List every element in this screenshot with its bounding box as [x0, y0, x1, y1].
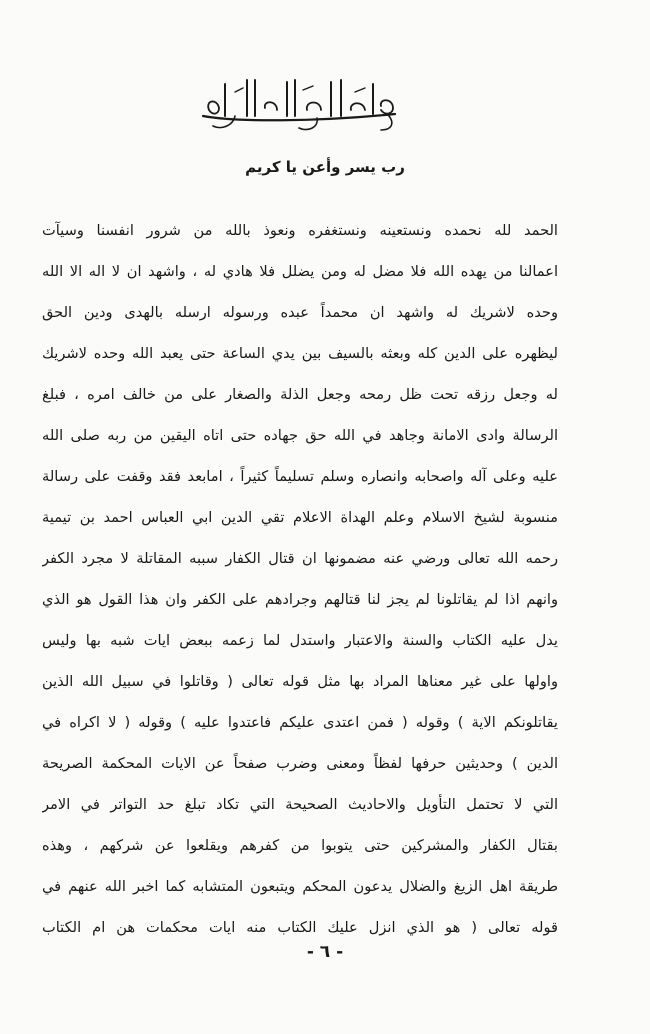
- text-line: الرسالة وادى الامانة وجاهد في الله حق جهاده حتى اتاه اليقين من ربه صلى الله: [42, 427, 558, 444]
- text-line: قوله تعالى ( هو الذي انزل عليك الكتاب منه ايات محكمات هن ام الكتاب: [42, 919, 558, 936]
- text-line: يدل عليه الكتاب والسنة والاعتبار واستدل لما زعمه ببعض ايات شبه بها وليس: [42, 632, 558, 649]
- text-line: منسوبة لشيخ الاسلام وعلم الهداة الاعلام تقي الدين ابي العباس احمد بن تيمية: [42, 509, 558, 526]
- body-text: [42, 210, 558, 948]
- text-line: الدين ) وحديثين حرفها لفظاً ومعنى وضرب صفحاً عن الايات المحكمة الصريحة: [42, 755, 558, 772]
- text-line: بقتال الكفار والمشركين حتى يتوبوا من كفرهم ويقلعوا عن شركهم ، وهذه: [42, 837, 558, 854]
- text-line: الحمد لله نحمده ونستعينه ونستغفره ونعوذ بالله من شرور انفسنا وسيآت: [42, 222, 558, 239]
- text-line: واولها على غير معناها المراد بها مثل قوله تعالى ( وقاتلوا في سبيل الله الذين: [42, 673, 558, 690]
- text-line: وحده لاشريك له واشهد ان محمداً عبده ورسوله ارسله بالهدى ودين الحق: [42, 304, 558, 321]
- text-line: اعمالنا من يهده الله فلا مضل له ومن يضلل فلا هادي له ، واشهد ان لا اله الا الله: [42, 263, 558, 280]
- text-line: له وجعل رزقه تحت ظل رمحه وجعل الذلة والصغار على من خالف امره ، فبلغ: [42, 386, 558, 403]
- text-line: التي لا تحتمل التأويل والاحاديث الصحيحة التي تكاد تبلغ حد التواتر في الامر: [42, 796, 558, 813]
- text-line: ليظهره على الدين كله وبعثه بالسيف بين يدي الساعة حتى يعبد الله وحده لاشريك: [42, 345, 558, 362]
- text-line: وانهم اذا لم يقاتلونا لم يجز لنا قتالهم وجرادهم على الكفر وان هذا القول هو الذي: [42, 591, 558, 608]
- page-number: - ٦ -: [306, 942, 344, 962]
- text-line: يقاتلونكم الاية ) وقوله ( فمن اعتدى عليكم فاعتدوا عليه ) وقوله ( لا اكراه في: [42, 714, 558, 731]
- subtitle: رب يسر وأعن يا كريم: [245, 158, 405, 176]
- text-line: طريقة اهل الزيغ والضلال يدعون المحكم ويتبعون المتشابه كما اخبر الله عنهم في: [42, 878, 558, 895]
- basmala-calligraphy-graphic: [195, 70, 405, 135]
- text-line: رحمه الله تعالى ورضي عنه مضمونها ان قتال الكفار سببه المقاتلة لا مجرد الكفر: [42, 550, 558, 567]
- basmala-calligraphy: [195, 70, 405, 135]
- text-line: عليه وعلى آله واصحابه وانصاره وسلم تسليماً كثيراً ، امابعد فقد وقفت على رسالة: [42, 468, 558, 485]
